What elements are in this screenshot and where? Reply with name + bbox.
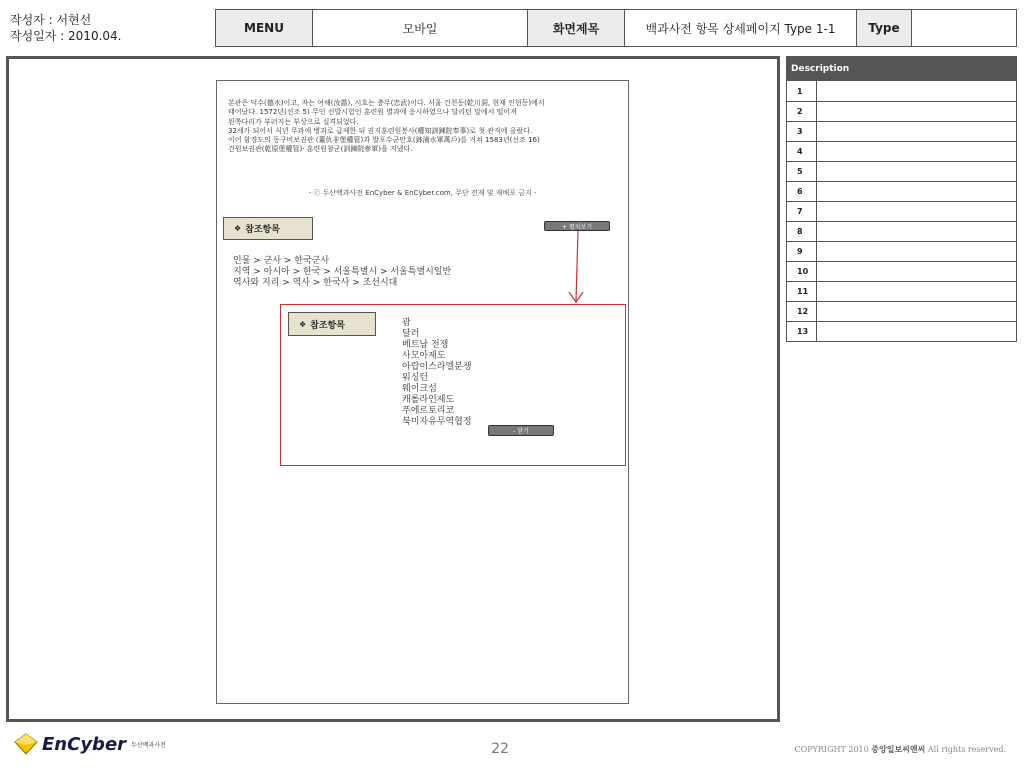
article-line: 태어났다. 1572년(선조 5) 무인 선발시험인 훈련원 별과에 응시하였으나 달리던 말에서 떨어져 bbox=[228, 108, 517, 117]
list-item[interactable]: 북미자유무역협정 bbox=[402, 417, 472, 427]
row-number: 3 bbox=[787, 122, 817, 141]
row-cell bbox=[817, 162, 1016, 181]
row-number: 11 bbox=[787, 282, 817, 301]
close-button[interactable]: - 닫기 bbox=[488, 425, 554, 436]
row-cell bbox=[817, 142, 1016, 161]
copyright-suffix: All rights reserved. bbox=[927, 745, 1006, 754]
copyright-prefix: COPYRIGHT 2010 bbox=[794, 745, 869, 754]
article-line: 이어 함경도의 동구비보권관 (董仇非堡權管)과 발포수군만호(鉢浦水軍萬戶)를 거쳐 1583년(선조 16) bbox=[228, 136, 540, 145]
description-row bbox=[787, 241, 1016, 261]
list-item[interactable]: 푸에르토리코 bbox=[402, 406, 455, 416]
row-cell bbox=[817, 322, 1016, 341]
expand-button[interactable]: + 펼쳐보기 bbox=[544, 221, 610, 231]
breadcrumb[interactable]: 인물 > 군사 > 한국군사 bbox=[233, 256, 330, 266]
spec-header-table bbox=[215, 9, 1017, 47]
list-item[interactable]: 사모아제도 bbox=[402, 351, 446, 361]
breadcrumb[interactable]: 지역 > 아시아 > 한국 > 서울특별시 > 서울특별시일반 bbox=[233, 267, 452, 277]
row-number: 6 bbox=[787, 182, 817, 201]
row-number: 12 bbox=[787, 302, 817, 321]
list-item[interactable]: 아랍이스라엘분쟁 bbox=[402, 362, 472, 372]
list-item[interactable]: 웨이크섬 bbox=[402, 384, 437, 394]
ref-section-header bbox=[223, 217, 313, 240]
description-row bbox=[787, 81, 1016, 101]
row-cell bbox=[817, 222, 1016, 241]
row-cell bbox=[817, 102, 1016, 121]
list-item[interactable]: 달러 bbox=[402, 329, 420, 339]
description-row bbox=[787, 121, 1016, 141]
category-breadcrumbs bbox=[233, 256, 451, 289]
brand-name: EnCyber bbox=[42, 733, 127, 755]
description-rows bbox=[787, 81, 1016, 341]
row-cell bbox=[817, 122, 1016, 141]
description-row bbox=[787, 221, 1016, 241]
description-row bbox=[787, 301, 1016, 321]
brand-subtitle: 두산백과사전 bbox=[131, 741, 166, 749]
description-row bbox=[787, 201, 1016, 221]
mobile-page-mockup bbox=[216, 80, 629, 704]
breadcrumb[interactable]: 역사와 지리 > 역사 > 한국사 > 조선시대 bbox=[233, 278, 398, 288]
description-row bbox=[787, 161, 1016, 181]
footer-copyright bbox=[795, 744, 1006, 755]
screen-title-label: 화면제목 bbox=[528, 10, 625, 46]
article-line: 건원보권관(乾原堡權管)· 훈련원참군(訓鍊院參軍)을 지냈다. bbox=[228, 145, 413, 154]
article-line: 32세가 되어서 식년 무과에 병과로 급제한 뒤 권지훈련원봉사(權知訓鍊院奉事)로 첫 관직에 올랐다. bbox=[228, 126, 533, 135]
article-line: 왼쪽다리가 부러지는 부상으로 실격되었다. bbox=[228, 117, 359, 126]
description-panel bbox=[786, 56, 1017, 342]
row-cell bbox=[817, 182, 1016, 201]
article-body bbox=[228, 99, 623, 155]
description-title: Description bbox=[787, 57, 1016, 81]
description-row bbox=[787, 281, 1016, 301]
ref-item-list bbox=[402, 318, 472, 428]
row-cell bbox=[817, 202, 1016, 221]
diamond-bullet-icon: ❖ bbox=[234, 224, 242, 233]
row-number: 9 bbox=[787, 242, 817, 261]
row-number: 8 bbox=[787, 222, 817, 241]
author-name: 작성자 : 서현선 bbox=[10, 13, 92, 27]
row-number: 2 bbox=[787, 102, 817, 121]
row-cell bbox=[817, 262, 1016, 281]
row-cell bbox=[817, 302, 1016, 321]
row-number: 7 bbox=[787, 202, 817, 221]
diamond-bullet-icon: ❖ bbox=[299, 319, 307, 329]
menu-label: MENU bbox=[216, 10, 313, 46]
list-item[interactable]: 베트남 전쟁 bbox=[402, 340, 449, 350]
author-date: 작성일자 : 2010.04. bbox=[10, 29, 122, 43]
description-row bbox=[787, 101, 1016, 121]
description-row bbox=[787, 181, 1016, 201]
row-number: 1 bbox=[787, 81, 817, 101]
page-number: 22 bbox=[491, 741, 509, 757]
row-number: 13 bbox=[787, 322, 817, 341]
row-number: 4 bbox=[787, 142, 817, 161]
list-item[interactable]: 워싱턴 bbox=[402, 373, 429, 383]
row-number: 5 bbox=[787, 162, 817, 181]
menu-value: 모바일 bbox=[313, 10, 528, 46]
author-info bbox=[10, 12, 121, 44]
popup-ref-header bbox=[288, 312, 376, 336]
list-item[interactable]: 괌 bbox=[402, 318, 411, 328]
article-line: 본관은 덕수(德水)이고, 자는 여해(汝諧), 시호는 충무(忠武)이다. 서울 건천동(乾川洞, 현재 인현동)에서 bbox=[228, 99, 545, 107]
row-number: 10 bbox=[787, 262, 817, 281]
type-label: Type bbox=[857, 10, 912, 46]
ref-section-title: 참조항목 bbox=[245, 225, 280, 235]
list-item[interactable]: 캐롤라인제도 bbox=[402, 395, 455, 405]
description-row bbox=[787, 261, 1016, 281]
ref-expanded-popup bbox=[280, 304, 626, 466]
row-cell bbox=[817, 282, 1016, 301]
row-cell bbox=[817, 81, 1016, 101]
description-row bbox=[787, 141, 1016, 161]
popup-ref-title: 참조항목 bbox=[310, 320, 345, 331]
screen-title-value: 백과사전 항목 상세페이지 Type 1-1 bbox=[625, 10, 857, 46]
content-copyright: - ⓒ 두산백과사전 EnCyber & EnCyber.com, 무단 전재 및 재배포 금지 - bbox=[308, 189, 537, 197]
copyright-company: 중앙일보씨앤씨 bbox=[871, 744, 926, 754]
description-row bbox=[787, 321, 1016, 341]
row-cell bbox=[817, 242, 1016, 261]
annotation-arrow-icon bbox=[567, 229, 587, 305]
type-value bbox=[912, 10, 1016, 46]
